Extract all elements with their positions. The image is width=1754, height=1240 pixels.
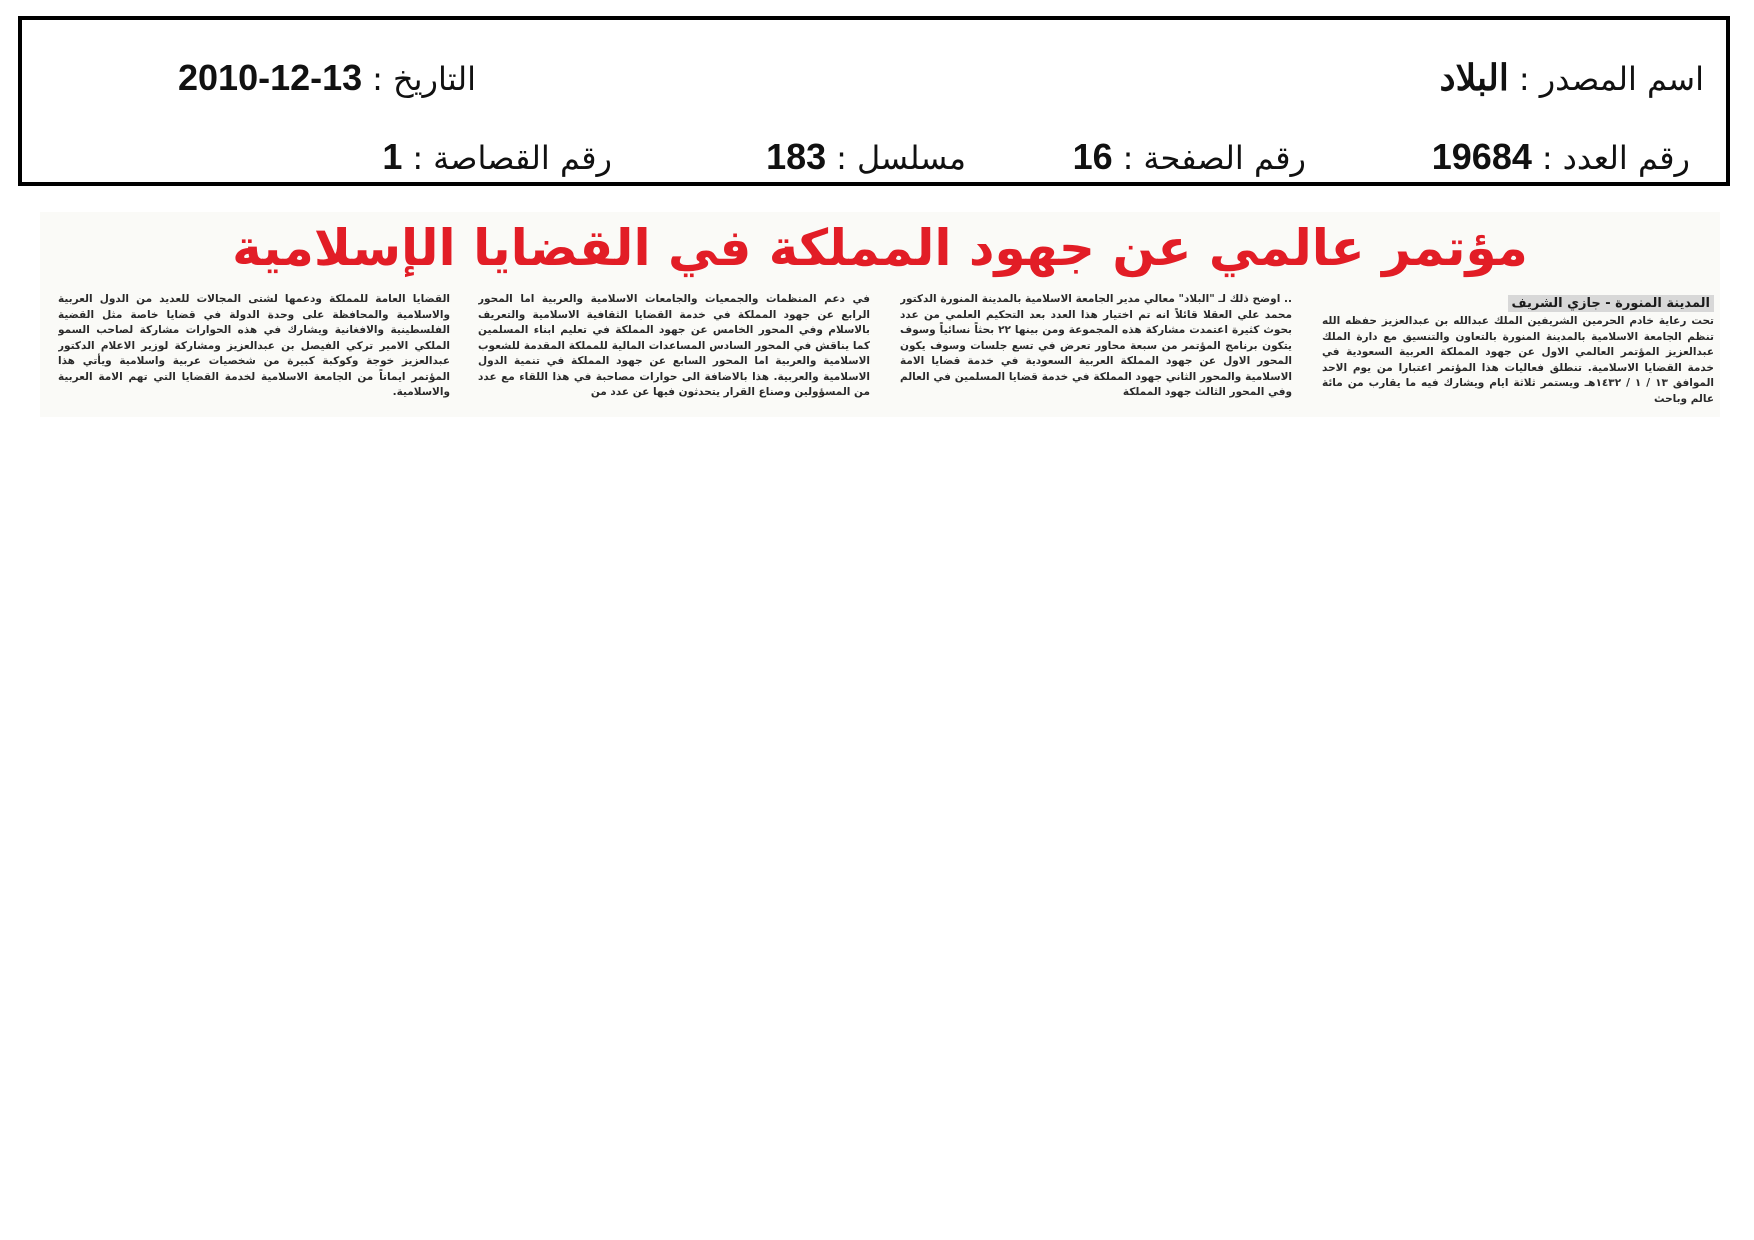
article-columns <box>46 292 1714 414</box>
clipping-number-label: رقم القصاصة <box>433 139 612 177</box>
article-byline: المدينة المنورة - جازي الشريف <box>1508 295 1714 312</box>
page-number-value: 16 <box>1072 136 1113 177</box>
issue-number-label: رقم العدد <box>1562 139 1690 177</box>
source-separator: : <box>1518 60 1530 98</box>
clipping-info-box <box>18 16 1730 186</box>
clipping-number-separator: : <box>412 139 424 177</box>
source-label: اسم المصدر <box>1539 60 1704 98</box>
source-value: البلاد <box>1439 57 1509 98</box>
serial-field <box>766 137 966 178</box>
date-value: 2010-12-13 <box>178 57 363 98</box>
article-headline: مؤتمر عالمي عن جهود المملكة في القضايا الإسلامية <box>232 219 1528 277</box>
date-separator: : <box>372 60 383 98</box>
newspaper-clipping <box>40 212 1720 417</box>
article-column-1 <box>1322 292 1714 414</box>
article-column-4 <box>58 292 450 414</box>
issue-number-value: 19684 <box>1431 136 1532 177</box>
article-column-3-text: في دعم المنظمات والجمعيات والجامعات الاسلامية والعربية اما المحور الرابع عن جهود المملكة في خدمة القضايا الثقافية الاسلامية والتعريف بالاسلام وفي المحور الخامس عن جهود المملكة في تعليم ابناء المسلمين كما يناقش في المحور السادس المساعدات المالية للمملكة المقدمة للشعوب الاسلامية والعربية اما المحور السابع عن جهود المملكة في تنمية الدول الاسلامية والعربية. هذا بالاضافة الى حوارات مصاحبة في هذا اللقاء مع عدد من المسؤولين وصناع القرار يتحدثون فيها عن عدد من <box>478 293 870 398</box>
article-column-2-text: .. اوضح ذلك لـ "البلاد" معالي مدير الجامعة الاسلامية بالمدينة المنورة الدكتور محمد علي العقلا قائلاً انه تم اختيار هذا العدد بعد التحكيم العلمي من عدد بحوث كثيرة اعتمدت مشاركة هذه المجموعة ومن بينها ٢٢ بحثاً نسائياً وسوف يتكون برنامج المؤتمر من سبعة محاور تعرض في تسع جلسات وسوف يكون المحور الاول عن جهود المملكة العربية السعودية في خدمة قضايا الامة الاسلامية والمحور الثاني جهود المملكة في خدمة قضايا المسلمين في العالم وفي المحور الثالث جهود المملكة <box>900 293 1292 398</box>
page-number-separator: : <box>1122 139 1134 177</box>
page-number-field <box>1073 137 1306 178</box>
clipping-number-value: 1 <box>382 136 403 177</box>
article-column-2 <box>900 292 1292 414</box>
serial-value: 183 <box>766 136 827 177</box>
date-field <box>178 58 476 99</box>
clipping-number-field <box>382 137 612 178</box>
article-column-3 <box>478 292 870 414</box>
serial-separator: : <box>836 139 847 177</box>
serial-label: مسلسل <box>856 139 966 177</box>
date-label: التاريخ <box>392 60 476 98</box>
source-field <box>1440 58 1704 99</box>
issue-number-field <box>1432 137 1690 178</box>
page-number-label: رقم الصفحة <box>1143 139 1306 177</box>
article-column-1-text: تحت رعاية خادم الحرمين الشريفين الملك عبدالله بن عبدالعزيز حفظه الله تنظم الجامعة الاسلامية بالمدينة المنورة بالتعاون والتنسيق مع دارة الملك عبدالعزيز المؤتمر العالمي الاول عن جهود المملكة العربية السعودية في خدمة القضايا الاسلامية. تنطلق فعاليات هذا المؤتمر اعتبارا من يوم الاحد الموافق ١٣ / ١ / ١٤٣٢هـ ويستمر ثلاثة ايام ويشارك فيه ما يقارب من مائة عالم وباحث <box>1322 315 1714 405</box>
issue-number-separator: : <box>1541 139 1553 177</box>
article-column-4-text: القضايا العامة للمملكة ودعمها لشتى المجالات للعديد من الدول العربية والاسلامية والمحافظة على وحدة الدولة في قضايا خاصة مثل القضية الفلسطينية والافغانية ويشارك في هذه الحوارات مشاركة لصاحب السمو الملكي الامير تركي الفيصل بن عبدالعزيز ومشاركة لوزير الاعلام الدكتور عبدالعزيز خوجة وكوكبة كبيرة من شخصيات عربية واسلامية ويأتي هذا المؤتمر ايماناً من الجامعة الاسلامية لخدمة القضايا التي تهم الامة العربية والاسلامية. <box>58 293 450 398</box>
